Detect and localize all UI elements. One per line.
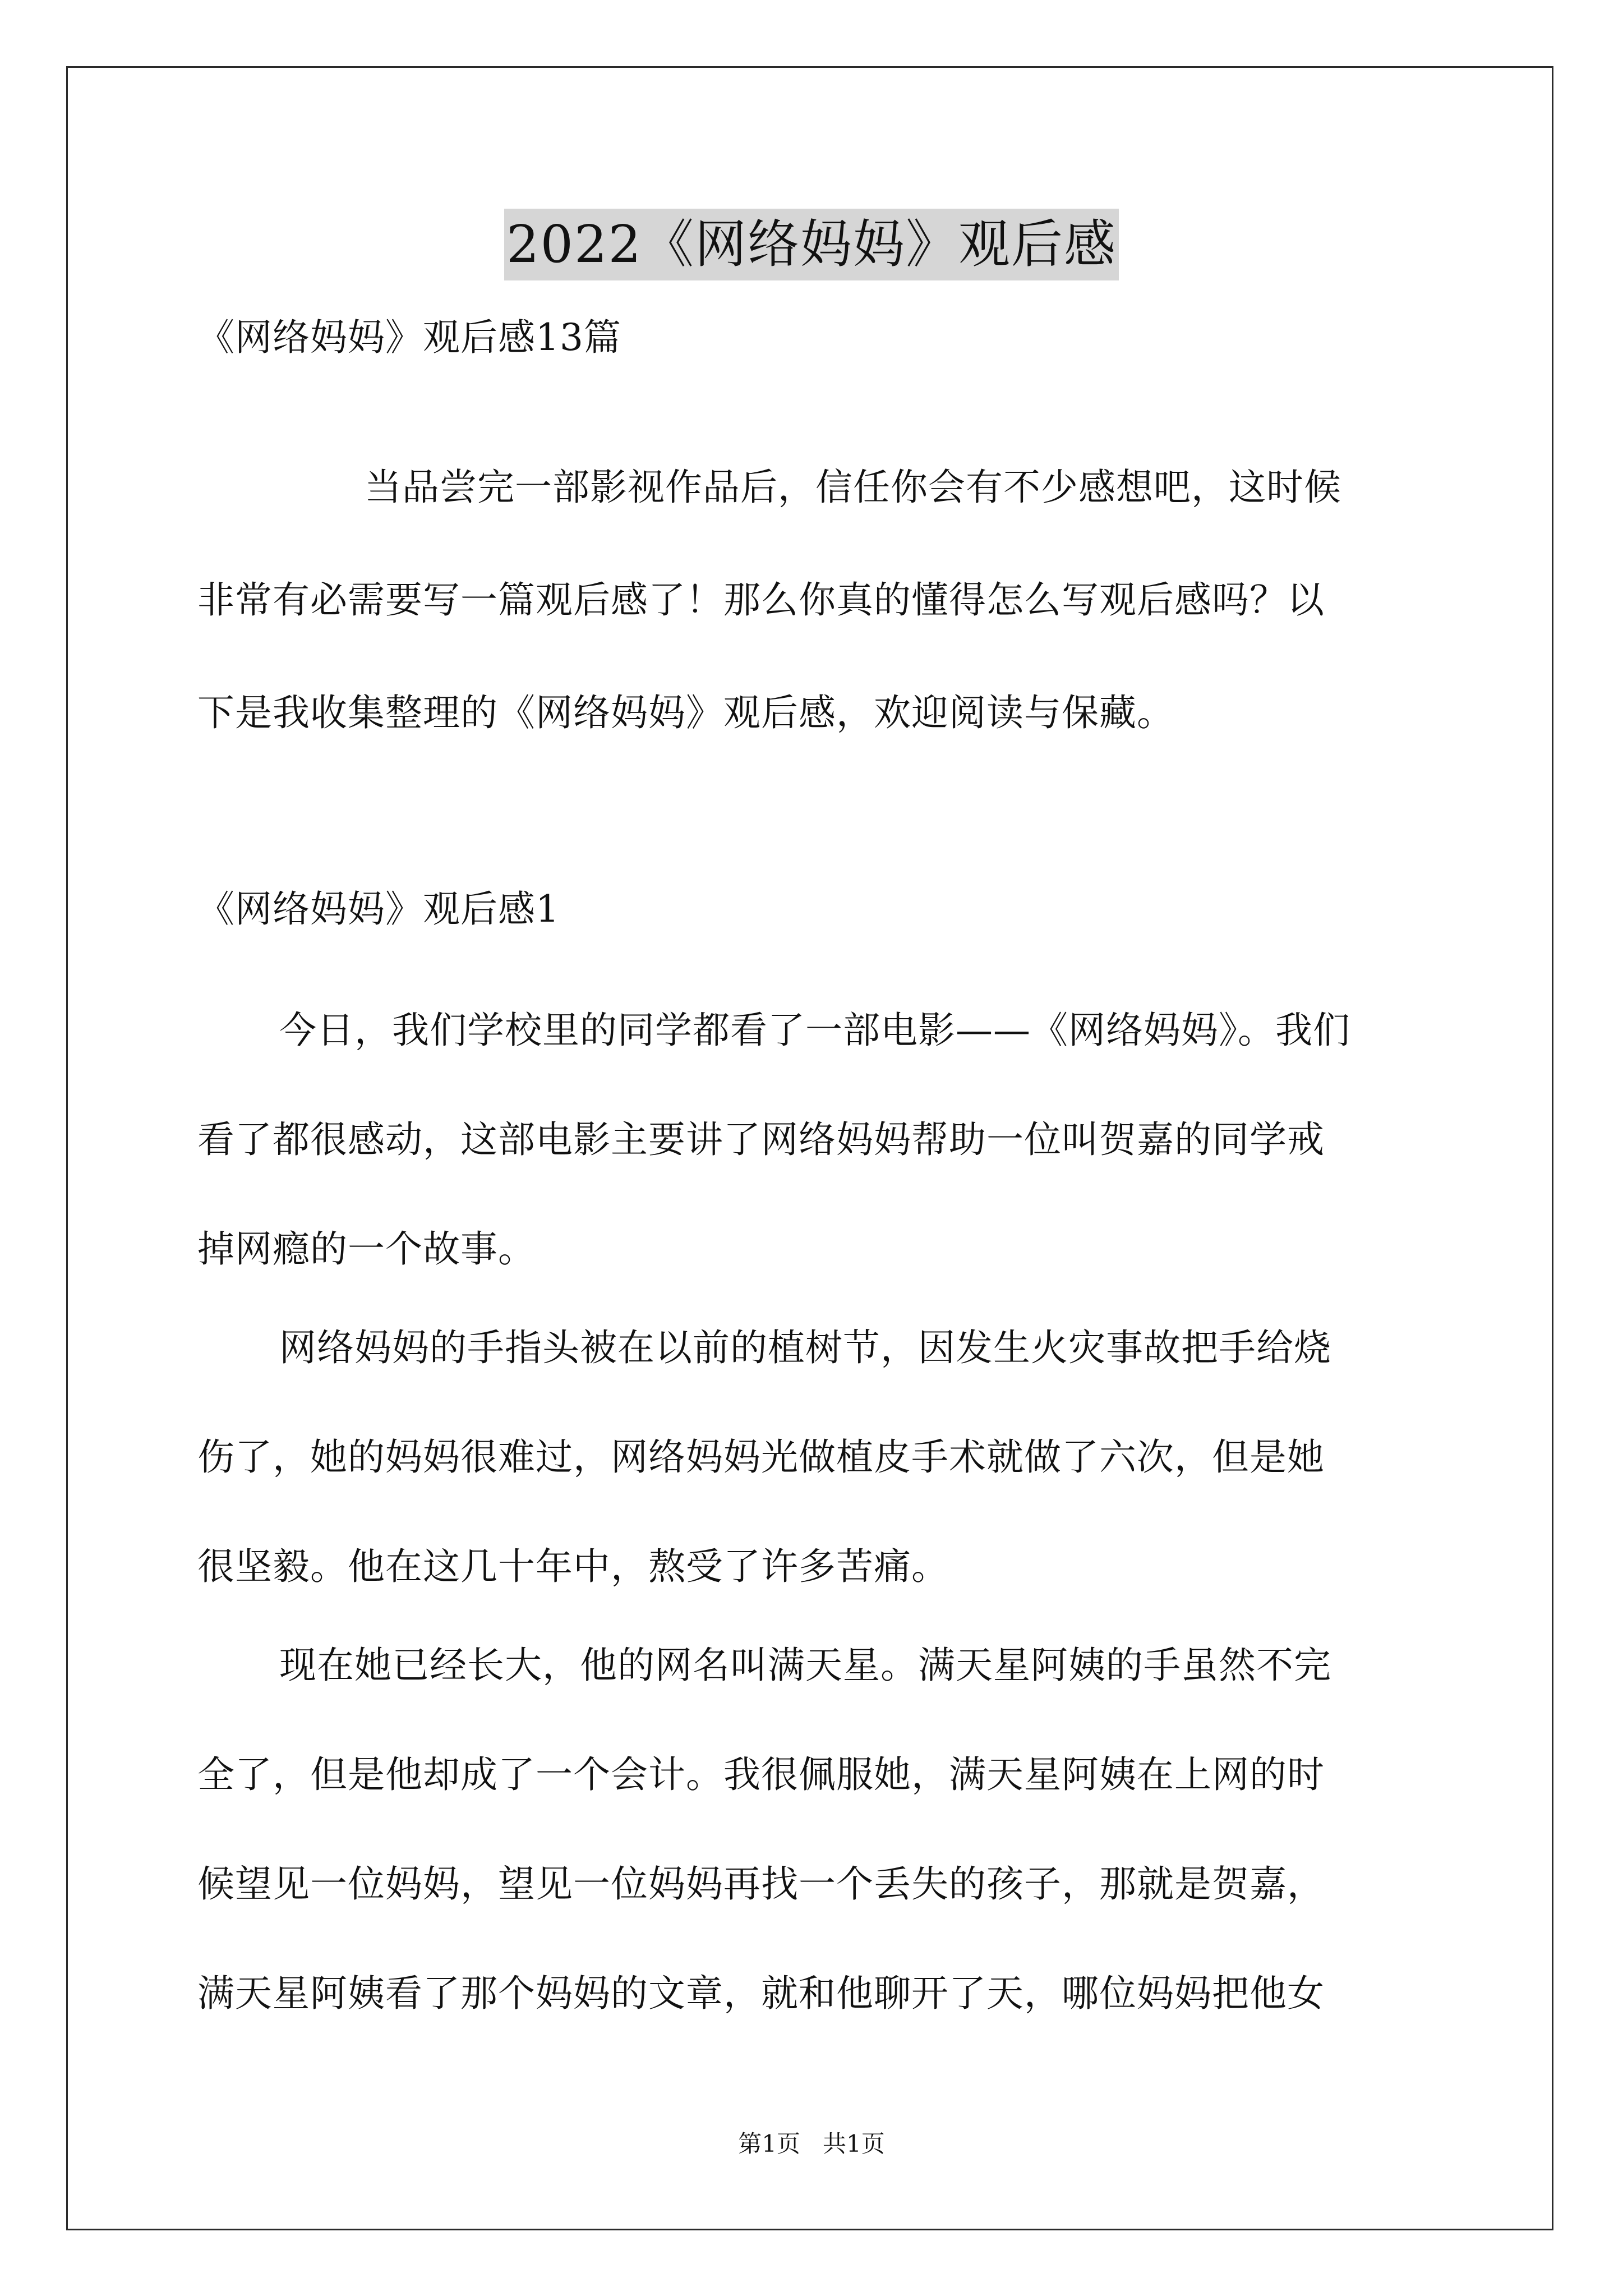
- paragraph-line: 伤了，她的妈妈很难过，网络妈妈光做植皮手术就做了六次，但是她: [197, 1435, 1325, 1479]
- section-heading-block: [197, 883, 1426, 936]
- paragraph-2: [197, 1322, 1426, 1593]
- paragraph-line: 看了都很感动，这部电影主要讲了网络妈妈帮助一位叫贺嘉的同学戒: [197, 1118, 1325, 1161]
- paragraph-line: 候望见一位妈妈，望见一位妈妈再找一个丢失的孩子，那就是贺嘉，: [197, 1862, 1325, 1906]
- paragraph-3: [197, 1639, 1426, 2020]
- document-subtitle: 《网络妈妈》观后感13篇: [197, 316, 621, 359]
- document-title: 2022《网络妈妈》观后感: [504, 209, 1119, 280]
- paragraph-line: 现在她已经长大，他的网名叫满天星。满天星阿姨的手虽然不完: [279, 1644, 1331, 1687]
- paragraph-line: 今日，我们学校里的同学都看了一部电影——《网络妈妈》。我们: [279, 1009, 1350, 1052]
- paragraph-1: [197, 1004, 1426, 1276]
- paragraph-line: 下是我收集整理的《网络妈妈》观后感，欢迎阅读与保藏。: [197, 691, 1174, 734]
- page-total: 共1页: [823, 2130, 885, 2157]
- intro-paragraph: [197, 461, 1426, 739]
- title-container: [0, 209, 1623, 280]
- section-heading: 《网络妈妈》观后感1: [197, 887, 560, 931]
- page-footer: [0, 2127, 1623, 2161]
- subtitle-block: [197, 311, 1426, 364]
- paragraph-line: 很坚毅。他在这几十年中，熬受了许多苦痛。: [197, 1545, 949, 1588]
- paragraph-line: 满天星阿姨看了那个妈妈的文章，就和他聊开了天，哪位妈妈把他女: [197, 1972, 1325, 2015]
- paragraph-line: 掉网瘾的一个故事。: [197, 1227, 536, 1271]
- paragraph-line: 当品尝完一部影视作品后，信任你会有不少感想吧，这时候: [365, 466, 1341, 509]
- paragraph-line: 网络妈妈的手指头被在以前的植树节，因发生火灾事故把手给烧: [279, 1326, 1331, 1369]
- paragraph-line: 非常有必需要写一篇观后感了！那么你真的懂得怎么写观后感吗？以: [197, 578, 1325, 622]
- page-number: 第1页: [738, 2130, 800, 2157]
- paragraph-line: 全了，但是他却成了一个会计。我很佩服她，满天星阿姨在上网的时: [197, 1753, 1325, 1796]
